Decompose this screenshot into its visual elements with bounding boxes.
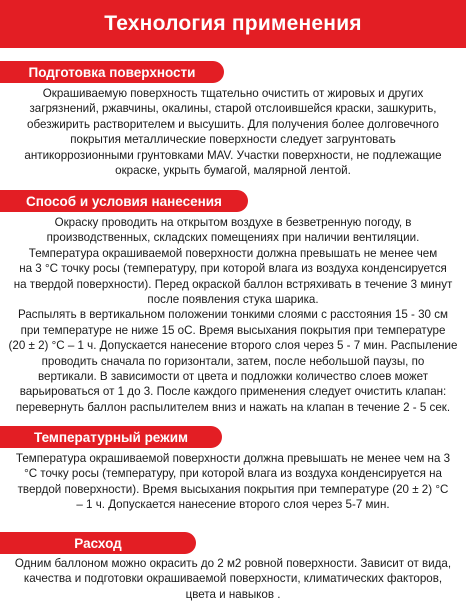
section-text-temperature (6, 451, 460, 513)
text-line: вертикали. В зависимости от цвета и подложки количество слоев может (37, 370, 429, 384)
text-line: после появления стука шарика. (147, 293, 319, 307)
section-heading-consumption: Расход (0, 532, 196, 554)
text-line: на твердой поверхности). Перед окраской баллон встряхивать в течение 3 минут (13, 277, 453, 291)
text-line: перевернуть баллон распылителем вниз и нажать на клапан в течение 2 - 5 сек. (15, 400, 451, 414)
text-line: Температура окрашиваемой поверхности должна превышать не менее чем на 3 (15, 452, 451, 465)
section-heading-application: Способ и условия нанесения (0, 190, 248, 212)
text-line: обезжирить растворителем и высушить. Для получения более долговечного (27, 117, 439, 131)
text-line: °С точку росы (температуру, при которой влага из воздуха конденсируется на (24, 467, 442, 481)
text-line: Окрашиваемую поверхность тщательно очистить от жировых и других (42, 87, 424, 100)
text-line: варьироваться от 1 до 3. После каждого применения следует очистить клапан: (19, 385, 447, 399)
section-text-consumption (6, 556, 460, 602)
section-heading-preparation: Подготовка поверхности (0, 61, 224, 83)
text-line: проводить сначала по горизонтали, затем, после небольшой паузы, по (41, 354, 425, 368)
text-line: производственных, складских помещениях при наличии вентиляции. (46, 231, 420, 245)
text-line: загрязнений, ржавчины, окалины, старой отслоившейся краски, зашкурить, (29, 102, 437, 116)
text-line: покрытия металлические поверхности следует загрунтовать (70, 133, 396, 147)
text-line: Распылять в вертикальном положении тонкими слоями с расстояния 15 - 30 см (18, 308, 448, 322)
text-line: – 1 ч. Допускается нанесение второго слоя через 5-7 мин. (76, 498, 390, 512)
page-title: Технология применения (0, 0, 466, 48)
text-line: Окраску проводить на открытом воздухе в безветренную погоду, в (54, 216, 412, 229)
text-line: Одним баллоном можно окрасить до 2 м2 ровной поверхности. Зависит от вида, (14, 557, 452, 570)
section-heading-temperature: Температурный режим (0, 426, 222, 448)
text-line: антикоррозионными грунтовками MAV. Участки поверхности, не подлежащие (24, 148, 442, 162)
text-line: окраске, укрыть бумагой, малярной лентой. (115, 164, 351, 178)
section-text-application (6, 215, 460, 415)
text-line: при температуре не ниже 15 оС. Время высыхания покрытия при температуре (20, 323, 446, 337)
section-text-preparation (6, 86, 460, 178)
text-line: качества и подготовки окрашиваемой поверхности, климатических факторов, (23, 572, 443, 586)
text-line: цвета и навыков . (185, 587, 281, 601)
text-line: (20 ± 2) °С – 1 ч. Допускается нанесение второго слоя через 5 - 7 мин. Распыление (8, 339, 458, 353)
text-line: на 3 °С точку росы (температуру, при которой влага из воздуха конденсируется (19, 262, 447, 276)
text-line: Температура окрашиваемой поверхности должна превышать не менее чем (28, 246, 438, 260)
text-line: твердой поверхности). Время высыхания покрытия при температуре (20 ± 2) °С (17, 482, 449, 496)
